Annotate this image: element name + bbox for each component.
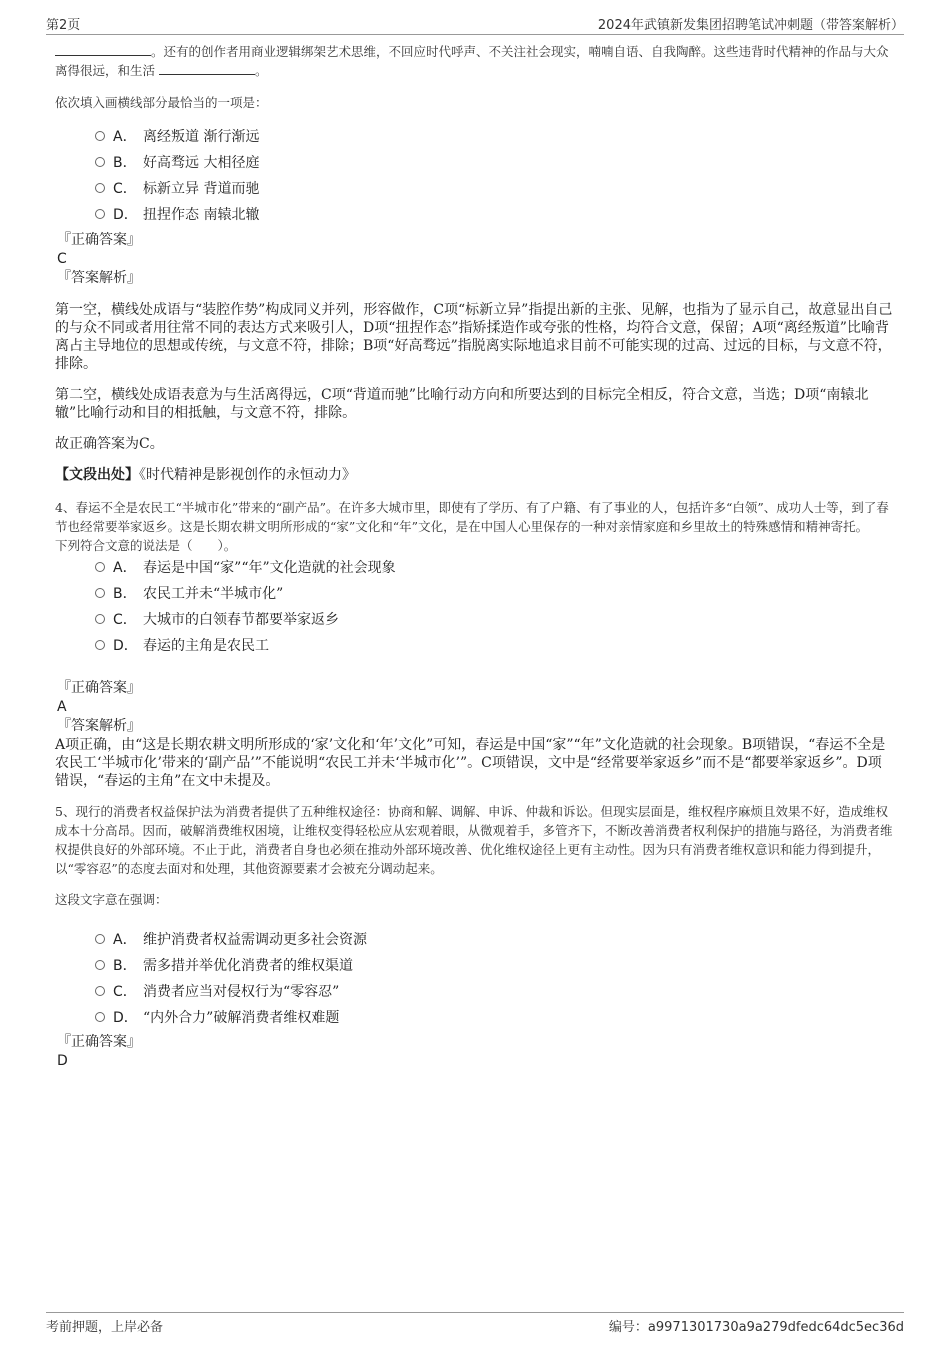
q5-answer: D [57,1053,68,1069]
q3-prompt: 依次填入画横线部分最恰当的一项是： [55,95,268,110]
q4-prompt: 下列符合文意的说法是（ ）。 [55,538,237,553]
page-header [46,14,904,35]
q3-option-d[interactable]: D． 扭捏作态 南辕北辙 [95,202,893,228]
q4-option-d[interactable]: D． 春运的主角是农民工 [95,633,893,659]
q5-options [95,927,893,1031]
q3-analysis-1: 第一空，横线处成语与“装腔作势”构成同义并列，形容做作，C项“标新立异”指提出新的主张、见解，也指为了显示自己，故意显出自己的与众不同或者用往常不同的表达方式来吸引人，D项“扭捏作态”指矫揉造作或夸张的性格，均符合文意，保留；A项“离经叛道”比喻背离占主导地位的思想或传统，与文意不符，排除；B项“好高骛远”指脱离实际地追求目前不可能实现的过高、过远的目标，与文意不符，排除。 [55,302,893,372]
q3-options [95,124,893,228]
footer-slogan: 考前押题，上岸必备 [46,1320,164,1335]
page-footer [46,1312,904,1338]
radio-icon[interactable] [95,157,105,167]
page-number: 第2页 [46,18,81,33]
q5-answer-label: 『正确答案』 [57,1034,141,1050]
fill-blank [159,62,255,75]
q3-text [55,42,893,80]
q3-option-c[interactable]: C． 标新立异 背道而驰 [95,176,893,202]
radio-icon[interactable] [95,1012,105,1022]
q4-analysis-label: 『答案解析』 [57,718,141,734]
q4-answer-label: 『正确答案』 [57,680,141,696]
radio-icon[interactable] [95,960,105,970]
q3-source [55,466,893,485]
fill-blank [55,43,151,56]
q4-analysis: A项正确，由“这是长期农耕文明所形成的‘家’文化和‘年’文化”可知，春运是中国“家”“年”文化造就的社会现象。B项错误，“春运不全是农民工‘半城市化’带来的‘副产品’”不能说明“农民工并未‘半城市化’”。C项错误，文中是“经常要举家返乡”而不是“都要举家返乡”。D项错误，“春运的主角”在文中未提及。 [55,737,886,789]
radio-icon[interactable] [95,562,105,572]
q5-prompt: 这段文字意在强调： [55,892,168,907]
q3-answer-label: 『正确答案』 [57,232,141,248]
document-title: 2024年武镇新发集团招聘笔试冲刺题（带答案解析） [597,18,904,33]
page-content [55,40,893,1071]
source-label: 【文段出处】 [55,467,139,483]
q3-answer: C [57,251,67,267]
q3-text-tail-1: 。还有的创作者用商业逻辑绑架艺术思维，不回应时代呼声、不关注社会现实，喃喃自语、自我陶醉。这些违背时代精神的作品与大众离得很远，和生活 [55,44,889,78]
q5-option-d[interactable]: D． “内外合力”破解消费者维权难题 [95,1005,893,1031]
q3-option-b[interactable]: B． 好高骛远 大相径庭 [95,150,893,176]
q5-text: 5、现行的消费者权益保护法为消费者提供了五种维权途径：协商和解、调解、申诉、仲裁和诉讼。但现实层面是，维权程序麻烦且效果不好，造成维权成本十分高昂。因而，破解消费维权困境，让维权变得轻松应从宏观着眼，从微观着手，多管齐下，不断改善消费者权利保护的措施与路径，为消费者维权提供良好的外部环境。不止于此，消费者自身也必须在推动外部环境改善、优化维权途径上更有主动性。因为只有消费者维权意识和能力得到提升，以“零容忍”的态度去面对和处理，其他资源要素才会被充分调动起来。 [55,804,893,876]
q4-options [95,555,893,659]
radio-icon[interactable] [95,131,105,141]
q3-analysis-label: 『答案解析』 [57,270,141,286]
q4-option-a[interactable]: A． 春运是中国“家”“年”文化造就的社会现象 [95,555,893,581]
q3-analysis-2: 第二空，横线处成语表意为与生活离得远，C项“背道而驰”比喻行动方向和所要达到的目标完全相反，符合文意，当选；D项“南辕北辙”比喻行动和目的相抵触，与文意不符，排除。 [55,387,869,421]
q5-option-a[interactable]: A． 维护消费者权益需调动更多社会资源 [95,927,893,953]
radio-icon[interactable] [95,640,105,650]
radio-icon[interactable] [95,614,105,624]
radio-icon[interactable] [95,934,105,944]
radio-icon[interactable] [95,588,105,598]
q4-option-b[interactable]: B． 农民工并未“半城市化” [95,581,893,607]
source-title: 《时代精神是影视创作的永恒动力》 [139,467,356,483]
radio-icon[interactable] [95,209,105,219]
q4-option-c[interactable]: C． 大城市的白领春节都要举家返乡 [95,607,893,633]
q5-option-c[interactable]: C． 消费者应当对侵权行为“零容忍” [95,979,893,1005]
document-code: 编号：a9971301730a9a279dfedc64dc5ec36d [608,1320,904,1335]
radio-icon[interactable] [95,986,105,996]
q3-text-tail-2: 。 [255,63,268,78]
q4-answer: A [57,699,67,715]
q5-option-b[interactable]: B． 需多措并举优化消费者的维权渠道 [95,953,893,979]
q3-option-a[interactable]: A． 离经叛道 渐行渐远 [95,124,893,150]
q3-analysis-3: 故正确答案为C。 [55,436,164,452]
radio-icon[interactable] [95,183,105,193]
q4-text: 4、春运不全是农民工“半城市化”带来的“副产品”。在许多大城市里，即使有了学历、有了户籍、有了事业的人，包括许多“白领”、成功人士等，到了春节也经常要举家返乡。这是长期农耕文明所形成的“家”文化和“年”文化，是在中国人心里保存的一种对亲情家庭和乡里故土的特殊感情和精神寄托。 [55,500,889,534]
